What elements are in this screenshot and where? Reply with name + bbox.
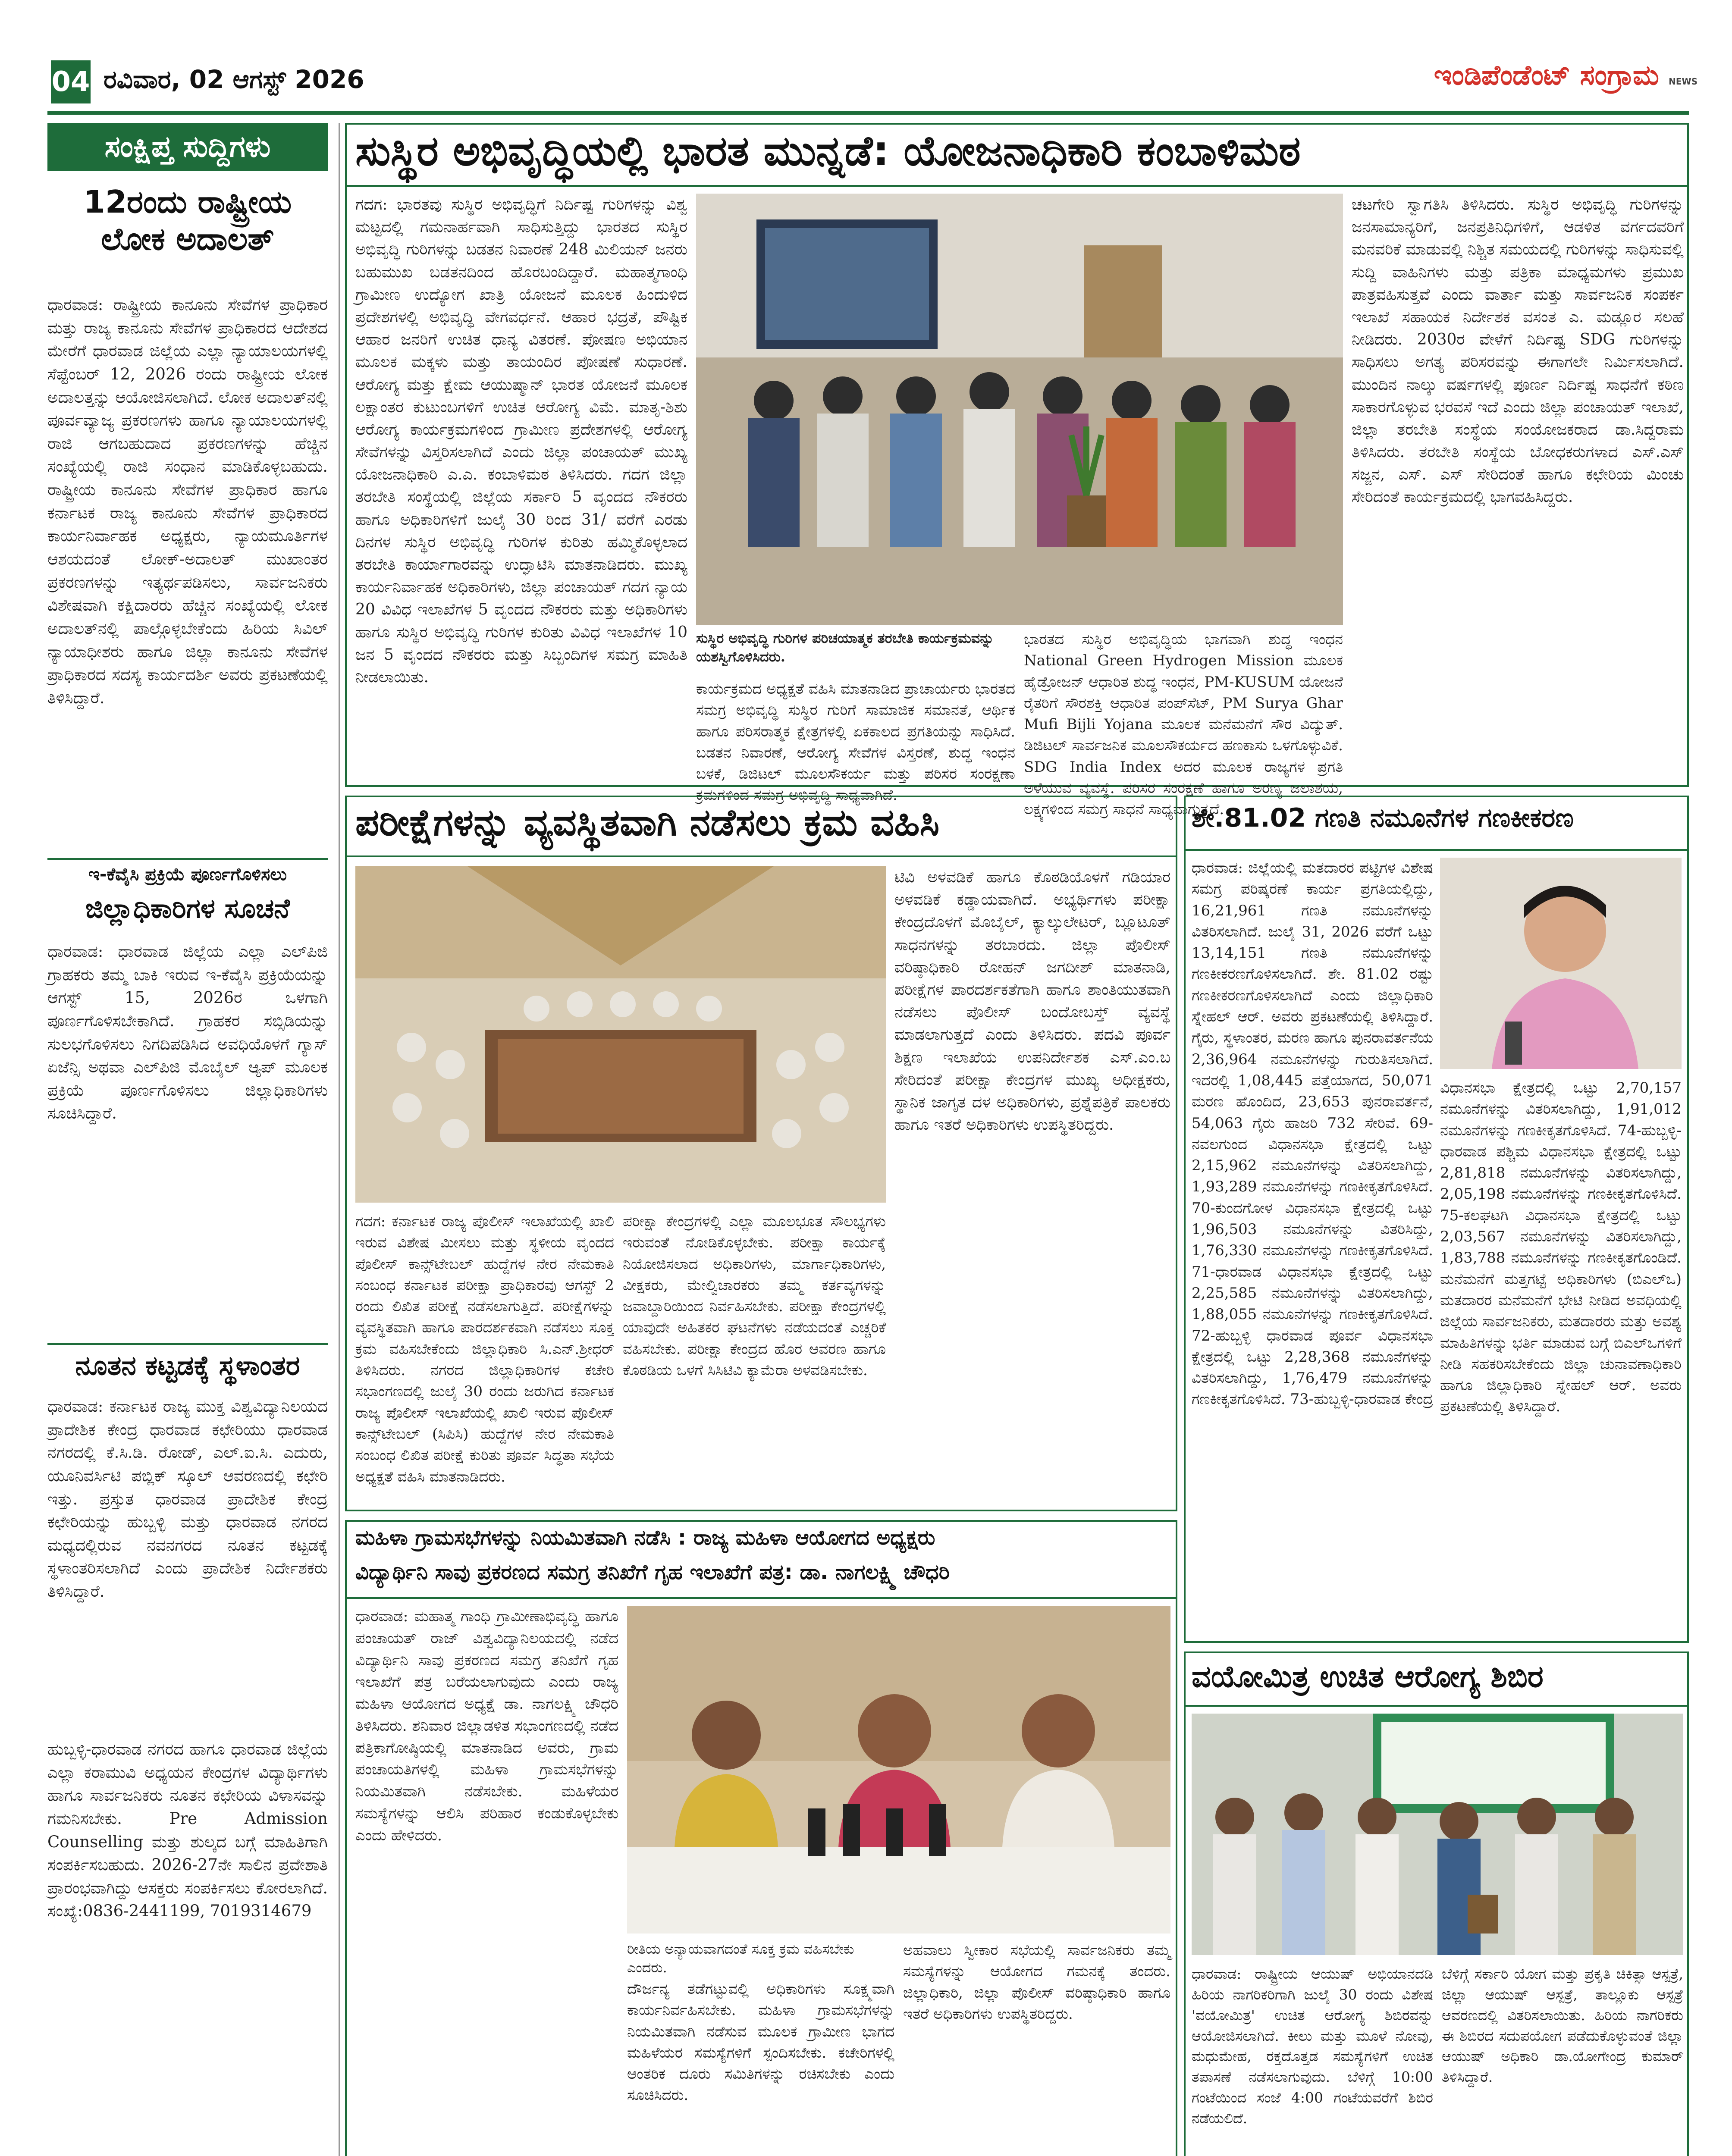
divider <box>1186 849 1687 851</box>
masthead-sub: NEWS <box>1669 76 1697 87</box>
census-col2: ವಿಧಾನಸಭಾ ಕ್ಷೇತ್ರದಲ್ಲಿ ಒಟ್ಟು 2,70,157 ನಮೂನೆಗಳನ್ನು ವಿತರಿಸಲಾಗಿದ್ದು, 1,91,012 ನಮೂನೆಗಳನ್ನು ಗಣಕೀಕೃತಗೊಳಿಸಿದೆ. 74-ಹುಬ್ಬಳ್ಳಿ-ಧಾರವಾಡ ಪಶ್ಚಿಮ ವಿಧಾನಸಭಾ ಕ್ಷೇತ್ರದಲ್ಲಿ ಒಟ್ಟು 2,81,818 ನಮೂನೆಗಳನ್ನು ವಿತರಿಸಲಾಗಿದ್ದು, 2,05,198 ನಮೂನೆಗಳನ್ನು ಗಣಕೀಕೃತಗೊಳಿಸಿದೆ. 75-ಕಲಘಟಗಿ ವಿಧಾನಸಭಾ ಕ್ಷೇತ್ರದಲ್ಲಿ ಒಟ್ಟು 2,03,567 ನಮೂನೆಗಳನ್ನು ವಿತರಿಸಲಾಗಿದ್ದು, 1,83,788 ನಮೂನೆಗಳನ್ನು ಗಣಕೀಕೃತಗೊಂಡಿದೆ. ಮನೆಮನೆಗೆ ಮತ್ತಗಟ್ಟೆ ಅಧಿಕಾರಿಗಳು (ಬಿಎಲ್‌ಒ) ಮತದಾರರ ಮನೆಮನೆಗೆ ಭೇಟಿ ನೀಡಿದ ಅವಧಿಯಲ್ಲಿ ಜಿಲ್ಲೆಯ ಸಾರ್ವಜನಿಕರು, ಮತದಾರರು ಮತ್ತು ಅವಶ್ಯ ಮಾಹಿತಿಗಳನ್ನು ಭರ್ತಿ ಮಾಡುವ ಬಗ್ಗೆ ಬಿಎಲ್‌ಒಗಳಿಗೆ ನೀಡಿ ಸಹಕರಿಸಬೇಕೆಂದು ಜಿಲ್ಲಾ ಚುನಾವಣಾಧಿಕಾರಿ ಹಾಗೂ ಜಿಲ್ಲಾಧಿಕಾರಿ ಸ್ನೇಹಲ್ ಆರ್. ಅವರು ಪ್ರಕಟಣೆಯಲ್ಲಿ ತಿಳಿಸಿದ್ದಾರೆ. <box>1440 1079 1682 1416</box>
lead-headline: ಸುಸ್ಥಿರ ಅಭಿವೃದ್ಧಿಯಲ್ಲಿ ಭಾರತ ಮುನ್ನಡೆ: ಯೋಜನಾಧಿಕಾರಿ ಕಂಬಾಳಿಮಠ <box>355 127 1301 175</box>
item3-body-2: ಹುಬ್ಬಳ್ಳಿ-ಧಾರವಾಡ ನಗರದ ಹಾಗೂ ಧಾರವಾಡ ಜಿಲ್ಲೆಯ ಎಲ್ಲಾ ಕರಾಮುವಿ ಅಧ್ಯಯನ ಕೇಂದ್ರಗಳ ವಿದ್ಯಾರ್ಥಿಗಳು ಹಾಗೂ ಸಾರ್ವಜನಿಕರು ನೂತನ ಕಛೇರಿಯ ವಿಳಾಸವನ್ನು ಗಮನಿಸಬೇಕು. Pre Admission Counselling ಮತ್ತು ಶುಲ್ಕದ ಬಗ್ಗೆ ಮಾಹಿತಿಗಾಗಿ ಸಂಪರ್ಕಿಸಬಹುದು. 2026-27ನೇ ಸಾಲಿನ ಪ್ರವೇಶಾತಿ ಪ್ರಾರಂಭವಾಗಿದ್ದು ಆಸಕ್ತರು ಸಂಪರ್ಕಿಸಲು ಕೋರಲಾಗಿದೆ. ಸಂಖ್ಯೆ:0836-2441199, 7019314679 <box>47 1740 328 1921</box>
exam-col3: ಟಿವಿ ಅಳವಡಿಕೆ ಹಾಗೂ ಕೊಠಡಿಯೊಳಗೆ ಗಡಿಯಾರ ಅಳವಡಿಕೆ ಕಡ್ಡಾಯವಾಗಿದೆ. ಅಭ್ಯರ್ಥಿಗಳು ಪರೀಕ್ಷಾ ಕೇಂದ್ರದೊಳಗೆ ಮೊಬೈಲ್, ಕ್ಯಾಲ್ಕುಲೇಟರ್, ಬ್ಲೂಟೂತ್ ಸಾಧನಗಳನ್ನು ತರಬಾರದು. ಜಿಲ್ಲಾ ಪೊಲೀಸ್ ವರಿಷ್ಠಾಧಿಕಾರಿ ರೋಹನ್ ಜಗದೀಶ್ ಮಾತನಾಡಿ, ಪರೀಕ್ಷೆಗಳ ಪಾರದರ್ಶಕತೆಗಾಗಿ ಹಾಗೂ ಶಾಂತಿಯುತವಾಗಿ ನಡೆಸಲು ಪೊಲೀಸ್ ಬಂದೋಬಸ್ತ್ ವ್ಯವಸ್ಥೆ ಮಾಡಲಾಗುತ್ತದೆ ಎಂದು ತಿಳಿಸಿದರು. ಪದವಿ ಪೂರ್ವ ಶಿಕ್ಷಣ ಇಲಾಖೆಯ ಉಪನಿರ್ದೇಶಕ ಎಸ್.ಎಂ.ಬ ಸೇರಿದಂತೆ ಪರೀಕ್ಷಾ ಕೇಂದ್ರಗಳ ಮುಖ್ಯ ಅಧೀಕ್ಷಕರು, ಸ್ಥಾನಿಕ ಜಾಗೃತ ದಳ ಅಧಿಕಾರಿಗಳು, ಪ್ರಶ್ನೆಪತ್ರಿಕೆ ಪಾಲಕರು ಹಾಗೂ ಇತರೆ ಅಧಿಕಾರಿಗಳು ಉಪಸ್ಥಿತರಿದ್ದರು. <box>894 868 1170 1134</box>
page-number: 04 <box>51 60 91 103</box>
lead-col4: ಚಟಗೇರಿ ಸ್ವಾಗತಿಸಿ ತಿಳಿಸಿದರು. ಸುಸ್ಥಿರ ಅಭಿವೃದ್ಧಿ ಗುರಿಗಳನ್ನು ಜನಸಾಮಾನ್ಯರಿಗೆ, ಜನಪ್ರತಿನಿಧಿಗಳಿಗೆ, ಆಡಳಿತ ವರ್ಗದವರಿಗೆ ಮನವರಿಕೆ ಮಾಡುವಲ್ಲಿ ನಿಶ್ಚಿತ ಸಮಯದಲ್ಲಿ ಗುರಿಗಳನ್ನು ಸಾಧಿಸುವಲ್ಲಿ ಸುದ್ದಿ ವಾಹಿನಿಗಳು ಮತ್ತು ಪತ್ರಿಕಾ ಮಾಧ್ಯಮಗಳು ಪ್ರಮುಖ ಪಾತ್ರವಹಿಸುತ್ತವೆ ಎಂದು ವಾರ್ತಾ ಮತ್ತು ಸಾರ್ವಜನಿಕ ಸಂಪರ್ಕ ಇಲಾಖೆ ಸಹಾಯಕ ನಿರ್ದೇಶಕ ವಸಂತ ಎ. ಮಡ್ಲೂರ ಸಲಹೆ ನೀಡಿದರು. 2030ರ ವೇಳೆಗೆ ನಿರ್ದಿಷ್ಟ SDG ಗುರಿಗಳನ್ನು ಸಾಧಿಸಲು ಅಗತ್ಯ ಪರಿಸರವನ್ನು ಈಗಾಗಲೇ ನಿರ್ಮಿಸಲಾಗಿದೆ. ಮುಂದಿನ ನಾಲ್ಕು ವರ್ಷಗಳಲ್ಲಿ ಪೂರ್ಣ ನಿರ್ದಿಷ್ಟ ಸಾಧನೆಗೆ ಕಠಿಣ ಸಾಕಾರಗೊಳ್ಳುವ ಭರವಸೆ ಇದೆ ಎಂದು ಜಿಲ್ಲಾ ಪಂಚಾಯತ್ ಇಲಾಖೆ, ಜಿಲ್ಲಾ ತರಬೇತಿ ಸಂಸ್ಥೆಯ ಸಂಯೋಜಕರಾದ ಡಾ.ಸಿದ್ದರಾಮ ತಿಳಿಸಿದರು. ತರಬೇತಿ ಸಂಸ್ಥೆಯ ಬೋಧಕರುಗಳಾದ ಎಸ್.ಎಸ್ ಸಜ್ಜನ, ಎಸ್. ಎಸ್ ಸೇರಿದಂತೆ ಹಾಗೂ ಕಛೇರಿಯ ಮಿಂಚು ಸೇರಿದಂತೆ ಕಾರ್ಯಕ್ರಮದಲ್ಲಿ ಭಾಗವಹಿಸಿದ್ದರು. <box>1352 196 1684 506</box>
women-headline-2: ವಿದ್ಯಾರ್ಥಿನಿ ಸಾವು ಪ್ರಕರಣದ ಸಮಗ್ರ ತನಿಖೆಗೆ ಗೃಹ ಇಲಾಖೆಗೆ ಪತ್ರ: ಡಾ. ನಾಗಲಕ್ಷ್ಮಿ ಚೌಧರಿ <box>355 1560 950 1584</box>
census-photo <box>1440 858 1682 1069</box>
sidebar <box>47 123 328 2156</box>
lead-photo-caption: ಸುಸ್ಥಿರ ಅಭಿವೃದ್ಧಿ ಗುರಿಗಳ ಪರಿಚಯಾತ್ಮಕ ತರಬೇತಿ ಕಾರ್ಯಕ್ರಮವನ್ನು ಯಶಸ್ವಿಗೊಳಿಸಿದರು. <box>696 630 994 665</box>
divider <box>47 1343 328 1345</box>
sidebar-banner: ಸಂಕ್ಷಿಪ್ತ ಸುದ್ದಿಗಳು <box>47 123 328 171</box>
women-col3: ಅಹವಾಲು ಸ್ವೀಕಾರ ಸಭೆಯಲ್ಲಿ ಸಾರ್ವಜನಿಕರು ತಮ್ಮ ಸಮಸ್ಯೆಗಳನ್ನು ಆಯೋಗದ ಗಮನಕ್ಕೆ ತಂದರು. ಜಿಲ್ಲಾಧಿಕಾರಿ, ಜಿಲ್ಲಾ ಪೊಲೀಸ್ ವರಿಷ್ಠಾಧಿಕಾರಿ ಹಾಗೂ ಇತರೆ ಅಧಿಕಾರಿಗಳು ಉಪಸ್ಥಿತರಿದ್ದರು. <box>903 1942 1170 2023</box>
lead-col1: ಗದಗ: ಭಾರತವು ಸುಸ್ಥಿರ ಅಭಿವೃದ್ಧಿಗೆ ನಿರ್ದಿಷ್ಟ ಗುರಿಗಳನ್ನು ವಿಶ್ವ ಮಟ್ಟದಲ್ಲಿ ಗಮನಾರ್ಹವಾಗಿ ಸಾಧಿಸುತ್ತಿದ್ದು ಭಾರತದ ಸುಸ್ಥಿರ ಅಭಿವೃದ್ಧಿ ಗುರಿಗಳನ್ನು ಬಡತನ ನಿವಾರಣೆ 248 ಮಿಲಿಯನ್ ಜನರು ಬಹುಮುಖ ಬಡತನದಿಂದ ಹೊರಬಂದಿದ್ದಾರೆ. ಮಹಾತ್ಮಗಾಂಧಿ ಗ್ರಾಮೀಣ ಉದ್ಯೋಗ ಖಾತ್ರಿ ಯೋಜನೆ ಮೂಲಕ ಹಿಂದುಳಿದ ಪ್ರದೇಶಗಳಲ್ಲಿ ಅಭಿವೃದ್ಧಿ ವೇಗವರ್ಧನೆ. ಆಹಾರ ಭದ್ರತೆ, ಪೌಷ್ಟಿಕ ಆಹಾರ ಜನರಿಗೆ ಉಚಿತ ಧಾನ್ಯ ವಿತರಣೆ. ಪೋಷಣ ಅಭಿಯಾನ ಮೂಲಕ ಮಕ್ಕಳು ಮತ್ತು ತಾಯಂದಿರ ಪೋಷಣೆ ಸುಧಾರಣೆ. ಆರೋಗ್ಯ ಮತ್ತು ಕ್ಷೇಮ ಆಯುಷ್ಮಾನ್ ಭಾರತ ಯೋಜನೆ ಮೂಲಕ ಲಕ್ಷಾಂತರ ಕುಟುಂಬಗಳಿಗೆ ಉಚಿತ ಆರೋಗ್ಯ ವಿಮೆ. ಮಾತೃ-ಶಿಶು ಆರೋಗ್ಯ ಕಾರ್ಯಕ್ರಮಗಳಿಂದ ಗ್ರಾಮೀಣ ಪ್ರದೇಶಗಳಲ್ಲಿ ಆರೋಗ್ಯ ಸೇವೆಗಳನ್ನು ವಿಸ್ತರಿಸಲಾಗಿದೆ ಎಂದು ಜಿಲ್ಲಾ ಪಂಚಾಯತ್ ಮುಖ್ಯ ಯೋಜನಾಧಿಕಾರಿ ಎ.ಎ. ಕಂಬಾಳಿಮಠ ತಿಳಿಸಿದರು. ಗದಗ ಜಿಲ್ಲಾ ತರಬೇತಿ ಸಂಸ್ಥೆಯಲ್ಲಿ ಜಿಲ್ಲೆಯ ಸರ್ಕಾರಿ 5 ವೃಂದದ ನೌಕರರು ಹಾಗೂ ಅಧಿಕಾರಿಗಳಿಗೆ ಜುಲೈ 30 ರಿಂದ 31/ ವರೆಗೆ ಎರಡು ದಿನಗಳ ಸುಸ್ಥಿರ ಅಭಿವೃದ್ಧಿ ಗುರಿಗಳ ಕುರಿತು ಹಮ್ಮಿಕೊಳ್ಳಲಾದ ತರಬೇತಿ ಕಾರ್ಯಾಗಾರವನ್ನು ಉದ್ಘಾಟಿಸಿ ಮಾತನಾಡಿದರು. ಮುಖ್ಯ ಕಾರ್ಯನಿರ್ವಾಹಕ ಅಧಿಕಾರಿಗಳು, ಜಿಲ್ಲಾ ಪಂಚಾಯತ್ ಗದಗ ನ್ಯಾಯ 20 ವಿವಿಧ ಇಲಾಖೆಗಳ 5 ವೃಂದದ ನೌಕರರು ಮತ್ತು ಅಧಿಕಾರಿಗಳು ಹಾಗೂ ಸುಸ್ಥಿರ ಅಭಿವೃದ್ಧಿ ಗುರಿಗಳ ಕುರಿತು ವಿವಿಧ ಇಲಾಖೆಗಳ 10 ಜನ 5 ವೃಂದದ ನೌಕರರು ಮತ್ತು ಸಿಬ್ಬಂದಿಗಳ ಸಮಗ್ರ ಮಾಹಿತಿ ನೀಡಲಾಯಿತು. <box>355 196 687 686</box>
health-col1: ಧಾರವಾಡ: ರಾಷ್ಟ್ರೀಯ ಆಯುಷ್ ಅಭಿಯಾನದಡಿ ಹಿರಿಯ ನಾಗರಿಕರಿಗಾಗಿ ಜುಲೈ 30 ರಂದು ವಿಶೇಷ 'ವಯೋಮಿತ್ರ' ಉಚಿತ ಆರೋಗ್ಯ ಶಿಬಿರವನ್ನು ಆಯೋಜಿಸಲಾಗಿದೆ. ಕೀಲು ಮತ್ತು ಮೂಳೆ ನೋವು, ಮಧುಮೇಹ, ರಕ್ತದೊತ್ತಡ ಸಮಸ್ಯೆಗಳಿಗೆ ಉಚಿತ ತಪಾಸಣೆ ನಡೆಸಲಾಗುವುದು. ಬೆಳಿಗ್ಗೆ 10:00 ಗಂಟೆಯಿಂದ ಸಂಜೆ 4:00 ಗಂಟೆಯವರೆಗೆ ಶಿಬಿರ ನಡೆಯಲಿದೆ. <box>1192 1965 1433 2127</box>
lead-photo <box>696 194 1343 625</box>
health-col2: ಬೆಳಿಗ್ಗೆ ಸರ್ಕಾರಿ ಯೋಗ ಮತ್ತು ಪ್ರಕೃತಿ ಚಿಕಿತ್ಸಾ ಆಸ್ಪತ್ರೆ, ಜಿಲ್ಲಾ ಆಯುಷ್ ಆಸ್ಪತ್ರೆ, ತಾಲ್ಲೂಕು ಆಸ್ಪತ್ರೆ ಆವರಣದಲ್ಲಿ ವಿತರಿಸಲಾಯಿತು. ಹಿರಿಯ ನಾಗರಿಕರು ಈ ಶಿಬಿರದ ಸದುಪಯೋಗ ಪಡೆದುಕೊಳ್ಳುವಂತೆ ಜಿಲ್ಲಾ ಆಯುಷ್ ಅಧಿಕಾರಿ ಡಾ.ಯೋಗೇಂದ್ರ ಕುಮಾರ್ ತಿಳಿಸಿದ್ದಾರೆ. <box>1442 1965 1683 2086</box>
women-photo-caption: ರೀತಿಯ ಅನ್ಯಾಯವಾಗದಂತೆ ಸೂಕ್ತ ಕ್ರಮ ವಹಿಸಬೇಕು ಎಂದರು. <box>627 1941 854 1976</box>
divider <box>347 185 1687 187</box>
census-photo-image <box>1440 858 1682 1069</box>
women-col2: ದೌರ್ಜನ್ಯ ತಡೆಗಟ್ಟುವಲ್ಲಿ ಅಧಿಕಾರಿಗಳು ಸೂಕ್ಷ್ಮವಾಗಿ ಕಾರ್ಯನಿರ್ವಹಿಸಬೇಕು. ಮಹಿಳಾ ಗ್ರಾಮಸಭೆಗಳನ್ನು ನಿಯಮಿತವಾಗಿ ನಡೆಸುವ ಮೂಲಕ ಗ್ರಾಮೀಣ ಭಾಗದ ಮಹಿಳೆಯರ ಸಮಸ್ಯೆಗಳಿಗೆ ಸ್ಪಂದಿಸಬೇಕು. ಕಚೇರಿಗಳಲ್ಲಿ ಆಂತರಿಕ ದೂರು ಸಮಿತಿಗಳನ್ನು ರಚಿಸಬೇಕು ಎಂದು ಸೂಚಿಸಿದರು. <box>627 1981 894 2104</box>
health-photo <box>1192 1714 1683 1955</box>
census-story <box>1184 796 1689 1643</box>
exam-photo-image <box>355 866 886 1203</box>
masthead-logo <box>1434 60 1697 91</box>
item1-body: ಧಾರವಾಡ: ರಾಷ್ಟ್ರೀಯ ಕಾನೂನು ಸೇವೆಗಳ ಪ್ರಾಧಿಕಾರ ಮತ್ತು ರಾಜ್ಯ ಕಾನೂನು ಸೇವೆಗಳ ಪ್ರಾಧಿಕಾರದ ಆದೇಶದ ಮೇರೆಗೆ ಧಾರವಾಡ ಜಿಲ್ಲೆಯ ಎಲ್ಲಾ ನ್ಯಾಯಾಲಯಗಳಲ್ಲಿ ಸೆಪ್ಟೆಂಬರ್ 12, 2026 ರಂದು ರಾಷ್ಟ್ರೀಯ ಲೋಕ ಅದಾಲತ್ತನ್ನು ಆಯೋಜಿಸಲಾಗಿದೆ. ಲೋಕ ಅದಾಲತ್‌ನಲ್ಲಿ ಪೂರ್ವವ್ಯಾಜ್ಯ ಪ್ರಕರಣಗಳು ಹಾಗೂ ನ್ಯಾಯಾಲಯಗಳಲ್ಲಿ ರಾಜಿ ಆಗಬಹುದಾದ ಪ್ರಕರಣಗಳನ್ನು ಹೆಚ್ಚಿನ ಸಂಖ್ಯೆಯಲ್ಲಿ ರಾಜಿ ಸಂಧಾನ ಮಾಡಿಕೊಳ್ಳಬಹುದು. ರಾಷ್ಟ್ರೀಯ ಕಾನೂನು ಸೇವೆಗಳ ಪ್ರಾಧಿಕಾರ ಹಾಗೂ ಕರ್ನಾಟಕ ರಾಜ್ಯ ಕಾನೂನು ಸೇವೆಗಳ ಪ್ರಾಧಿಕಾರದ ಕಾರ್ಯನಿರ್ವಾಹಕ ಅಧ್ಯಕ್ಷರು, ನ್ಯಾಯಮೂರ್ತಿಗಳ ಆಶಯದಂತೆ ಲೋಕ್-ಅದಾಲತ್ ಮುಖಾಂತರ ಪ್ರಕರಣಗಳನ್ನು ಇತ್ಯರ್ಥಪಡಿಸಲು, ಸಾರ್ವಜನಿಕರು ವಿಶೇಷವಾಗಿ ಕಕ್ಷಿದಾರರು ಹೆಚ್ಚಿನ ಸಂಖ್ಯೆಯಲ್ಲಿ ಲೋಕ ಅದಾಲತ್‌ನಲ್ಲಿ ಪಾಲ್ಗೊಳ್ಳಬೇಕೆಂದು ಹಿರಿಯ ಸಿವಿಲ್ ನ್ಯಾಯಾಧೀಶರು ಹಾಗೂ ಜಿಲ್ಲಾ ಕಾನೂನು ಸೇವೆಗಳ ಪ್ರಾಧಿಕಾರದ ಸದಸ್ಯ ಕಾರ್ಯದರ್ಶಿ ಅವರು ಪ್ರಕಟಣೆಯಲ್ಲಿ ತಿಳಿಸಿದ್ದಾರೆ. <box>47 295 328 707</box>
exam-col2: ಪರೀಕ್ಷಾ ಕೇಂದ್ರಗಳಲ್ಲಿ ಎಲ್ಲಾ ಮೂಲಭೂತ ಸೌಲಭ್ಯಗಳು ಇರುವಂತೆ ನೋಡಿಕೊಳ್ಳಬೇಕು. ಪರೀಕ್ಷಾ ಕಾರ್ಯಕ್ಕೆ ನಿಯೋಜಿಸಲಾದ ಅಧಿಕಾರಿಗಳು, ಮಾರ್ಗಾಧಿಕಾರಿಗಳು, ವೀಕ್ಷಕರು, ಮೇಲ್ವಿಚಾರಕರು ತಮ್ಮ ಕರ್ತವ್ಯಗಳನ್ನು ಜವಾಬ್ದಾರಿಯಿಂದ ನಿರ್ವಹಿಸಬೇಕು. ಪರೀಕ್ಷಾ ಕೇಂದ್ರಗಳಲ್ಲಿ ಯಾವುದೇ ಅಹಿತಕರ ಘಟನೆಗಳು ನಡೆಯದಂತೆ ಎಚ್ಚರಿಕೆ ವಹಿಸಬೇಕು. ಪರೀಕ್ಷಾ ಕೇಂದ್ರದ ಹೊರ ಆವರಣ ಹಾಗೂ ಕೊಠಡಿಯ ಒಳಗೆ ಸಿಸಿಟಿವಿ ಕ್ಯಾಮೆರಾ ಅಳವಡಿಸಬೇಕು. <box>623 1213 886 1379</box>
column-divider <box>339 123 340 2156</box>
census-headline: ಶೇ.81.02 ಗಣತಿ ನಮೂನೆಗಳ ಗಣಕೀಕರಣ <box>1192 803 1574 833</box>
census-col1: ಧಾರವಾಡ: ಜಿಲ್ಲೆಯಲ್ಲಿ ಮತದಾರರ ಪಟ್ಟಿಗಳ ವಿಶೇಷ ಸಮಗ್ರ ಪರಿಷ್ಕರಣೆ ಕಾರ್ಯ ಪ್ರಗತಿಯಲ್ಲಿದ್ದು, 16,21,961 ಗಣತಿ ನಮೂನೆಗಳನ್ನು ವಿತರಿಸಲಾಗಿದೆ. ಜುಲೈ 31, 2026 ವರೆಗೆ ಒಟ್ಟು 13,14,151 ಗಣತಿ ನಮೂನೆಗಳನ್ನು ಗಣಕೀಕರಣಗೊಳಿಸಲಾಗಿದೆ. ಶೇ. 81.02 ರಷ್ಟು ಗಣಕೀಕರಣಗೊಳಿಸಲಾಗಿದೆ ಎಂದು ಜಿಲ್ಲಾಧಿಕಾರಿ ಸ್ನೇಹಲ್ ಆರ್. ಅವರು ಪ್ರಕಟಣೆಯಲ್ಲಿ ತಿಳಿಸಿದ್ದಾರೆ. ಗೈರು, ಸ್ಥಳಾಂತರ, ಮರಣ ಹಾಗೂ ಪುನರಾವರ್ತನೆಯ 2,36,964 ನಮೂನೆಗಳನ್ನು ಗುರುತಿಸಲಾಗಿದೆ. ಇದರಲ್ಲಿ 1,08,445 ಪತ್ತೆಯಾಗದ, 50,071 ಮರಣ ಹೊಂದಿದ, 23,653 ಪುನರಾವರ್ತನೆ, 54,063 ಗೈರು ಹಾಜರಿ 732 ಸೇರಿವೆ. 69-ನವಲಗುಂದ ವಿಧಾನಸಭಾ ಕ್ಷೇತ್ರದಲ್ಲಿ ಒಟ್ಟು 2,15,962 ನಮೂನೆಗಳನ್ನು ವಿತರಿಸಲಾಗಿದ್ದು, 1,93,289 ನಮೂನೆಗಳನ್ನು ಗಣಕೀಕೃತಗೊಳಿಸಿದೆ. 70-ಕುಂದಗೋಳ ವಿಧಾನಸಭಾ ಕ್ಷೇತ್ರದಲ್ಲಿ ಒಟ್ಟು 1,96,503 ನಮೂನೆಗಳನ್ನು ವಿತರಿಸಿದ್ದು, 1,76,330 ನಮೂನೆಗಳನ್ನು ಗಣಕೀಕೃತಗೊಳಿಸಿದೆ. 71-ಧಾರವಾಡ ವಿಧಾನಸಭಾ ಕ್ಷೇತ್ರದಲ್ಲಿ ಒಟ್ಟು 2,25,585 ನಮೂನೆಗಳನ್ನು ವಿತರಿಸಲಾಗಿದ್ದು, 1,88,055 ನಮೂನೆಗಳನ್ನು ಗಣಕೀಕೃತಗೊಳಿಸಿದೆ. 72-ಹುಬ್ಬಳ್ಳಿ ಧಾರವಾಡ ಪೂರ್ವ ವಿಧಾನಸಭಾ ಕ್ಷೇತ್ರದಲ್ಲಿ ಒಟ್ಟು 2,28,368 ನಮೂನೆಗಳನ್ನು ವಿತರಿಸಲಾಗಿದ್ದು, 1,76,479 ನಮೂನೆಗಳನ್ನು ಗಣಕೀಕೃತಗೊಳಿಸಿದೆ. 73-ಹುಬ್ಬಳ್ಳಿ-ಧಾರವಾಡ ಕೇಂದ್ರ <box>1192 859 1433 1408</box>
health-photo-image <box>1192 1714 1683 1955</box>
women-col1: ಧಾರವಾಡ: ಮಹಾತ್ಮ ಗಾಂಧಿ ಗ್ರಾಮೀಣಾಭಿವೃದ್ಧಿ ಹಾಗೂ ಪಂಚಾಯತ್ ರಾಜ್ ವಿಶ್ವವಿದ್ಯಾನಿಲಯದಲ್ಲಿ ನಡೆದ ವಿದ್ಯಾರ್ಥಿನಿ ಸಾವು ಪ್ರಕರಣದ ಸಮಗ್ರ ತನಿಖೆಗೆ ಗೃಹ ಇಲಾಖೆಗೆ ಪತ್ರ ಬರೆಯಲಾಗುವುದು ಎಂದು ರಾಜ್ಯ ಮಹಿಳಾ ಆಯೋಗದ ಅಧ್ಯಕ್ಷೆ ಡಾ. ನಾಗಲಕ್ಷ್ಮಿ ಚೌಧರಿ ತಿಳಿಸಿದರು. ಶನಿವಾರ ಜಿಲ್ಲಾಡಳಿತ ಸಭಾಂಗಣದಲ್ಲಿ ನಡೆದ ಪತ್ರಿಕಾಗೋಷ್ಠಿಯಲ್ಲಿ ಮಾತನಾಡಿದ ಅವರು, ಗ್ರಾಮ ಪಂಚಾಯತಿಗಳಲ್ಲಿ ಮಹಿಳಾ ಗ್ರಾಮಸಭೆಗಳನ್ನು ನಿಯಮಿತವಾಗಿ ನಡೆಸಬೇಕು. ಮಹಿಳೆಯರ ಸಮಸ್ಯೆಗಳನ್ನು ಆಲಿಸಿ ಪರಿಹಾರ ಕಂಡುಕೊಳ್ಳಬೇಕು ಎಂದು ಹೇಳಿದರು. <box>355 1608 618 1844</box>
item2-body: ಧಾರವಾಡ: ಧಾರವಾಡ ಜಿಲ್ಲೆಯ ಎಲ್ಲಾ ಎಲ್‌ಪಿಜಿ ಗ್ರಾಹಕರು ತಮ್ಮ ಬಾಕಿ ಇರುವ ಇ-ಕೆವೈಸಿ ಪ್ರಕ್ರಿಯೆಯನ್ನು ಆಗಸ್ಟ್ 15, 2026ರ ಒಳಗಾಗಿ ಪೂರ್ಣಗೊಳಿಸಬೇಕಾಗಿದೆ. ಗ್ರಾಹಕರ ಸಬ್ಸಿಡಿಯನ್ನು ಸುಲಭಗೊಳಿಸಲು ನಿಗದಿಪಡಿಸಿದ ಅವಧಿಯೊಳಗೆ ಗ್ಯಾಸ್ ಏಜೆನ್ಸಿ ಅಥವಾ ಎಲ್‌ಪಿಜಿ ಮೊಬೈಲ್ ಆ್ಯಪ್ ಮೂಲಕ ಪ್ರಕ್ರಿಯೆ ಪೂರ್ಣಗೊಳಿಸಲು ಜಿಲ್ಲಾಧಿಕಾರಿಗಳು ಸೂಚಿಸಿದ್ದಾರೆ. <box>47 942 328 1123</box>
lead-col2: ಕಾರ್ಯಕ್ರಮದ ಅಧ್ಯಕ್ಷತೆ ವಹಿಸಿ ಮಾತನಾಡಿದ ಪ್ರಾಚಾರ್ಯರು ಭಾರತದ ಸಮಗ್ರ ಅಭಿವೃದ್ಧಿ ಸುಸ್ಥಿರ ಗುರಿಗೆ ಸಾಮಾಜಿಕ ಸಮಾನತೆ, ಆರ್ಥಿಕ ಹಾಗೂ ಪರಿಸರಾತ್ಮಕ ಕ್ಷೇತ್ರಗಳಲ್ಲಿ ಏಕಕಾಲದ ಪ್ರಗತಿಯನ್ನು ಸಾಧಿಸಿದೆ. ಬಡತನ ನಿವಾರಣೆ, ಆರೋಗ್ಯ ಸೇವೆಗಳ ವಿಸ್ತರಣೆ, ಶುದ್ಧ ಇಂಧನ ಬಳಕೆ, ಡಿಜಿಟಲ್ ಮೂಲಸೌಕರ್ಯ ಮತ್ತು ಪರಿಸರ ಸಂರಕ್ಷಣಾ ಕ್ರಮಗಳಿಂದ ಸಮಗ್ರ ಅಭಿವೃದ್ಧಿ ಸಾಧ್ಯವಾಗಿದೆ. <box>696 680 1015 804</box>
divider <box>347 1597 1176 1599</box>
exam-story <box>345 796 1177 1511</box>
women-headline-1: ಮಹಿಳಾ ಗ್ರಾಮಸಭೆಗಳನ್ನು ನಿಯಮಿತವಾಗಿ ನಡೆಸಿ : ರಾಜ್ಯ ಮಹಿಳಾ ಆಯೋಗದ ಅಧ್ಯಕ್ಷರು <box>355 1526 935 1550</box>
health-headline: ವಯೋಮಿತ್ರ ಉಚಿತ ಆರೋಗ್ಯ ಶಿಬಿರ <box>1192 1659 1544 1694</box>
item1-title: 12ರಂದು ರಾಷ್ಟ್ರೀಯ ಲೋಕ ಅದಾಲತ್ <box>83 184 292 257</box>
lead-col3: ಭಾರತದ ಸುಸ್ಥಿರ ಅಭಿವೃದ್ಧಿಯ ಭಾಗವಾಗಿ ಶುದ್ಧ ಇಂಧನ National Green Hydrogen Mission ಮೂಲಕ ಹೈಡ್ರೋಜನ್ ಆಧಾರಿತ ಶುದ್ಧ ಇಂಧನ, PM-KUSUM ಯೋಜನೆ ರೈತರಿಗೆ ಸೌರಶಕ್ತಿ ಆಧಾರಿತ ಪಂಪ್‌ಸೆಟ್, PM Surya Ghar Mufi Bijli Yojana ಮೂಲಕ ಮನೆಮನೆಗೆ ಸೌರ ವಿದ್ಯುತ್. ಡಿಜಿಟಲ್ ಸಾರ್ವಜನಿಕ ಮೂಲಸೌಕರ್ಯದ ಹಣಕಾಸು ಒಳಗೊಳ್ಳುವಿಕೆ. SDG India Index ಅದರ ಮೂಲಕ ರಾಜ್ಯಗಳ ಪ್ರಗತಿ ಅಳೆಯುವ ವ್ಯವಸ್ಥೆ. ಪರಿಸರ ಸಂರಕ್ಷಣೆ ಹಾಗೂ ಅರಣ್ಯ ಜಲಾಶಯ, ಲಕ್ಷ್ಯಗಳಿಂದ ಸಮಗ್ರ ಸಾಧನೆ ಸಾಧ್ಯವಾಗುತ್ತದೆ. <box>1024 631 1343 818</box>
exam-headline: ಪರೀಕ್ಷೆಗಳನ್ನು ವ್ಯವಸ್ಥಿತವಾಗಿ ನಡೆಸಲು ಕ್ರಮ ವಹಿಸಿ <box>355 801 940 844</box>
item3-body: ಧಾರವಾಡ: ಕರ್ನಾಟಕ ರಾಜ್ಯ ಮುಕ್ತ ವಿಶ್ವವಿದ್ಯಾನಿಲಯದ ಪ್ರಾದೇಶಿಕ ಕೇಂದ್ರ ಧಾರವಾಡ ಕಛೇರಿಯು ಧಾರವಾಡ ನಗರದಲ್ಲಿ ಕೆ.ಸಿ.ಡಿ. ರೋಡ್, ಎಲ್.ಐ.ಸಿ. ಎದುರು, ಯೂನಿವರ್ಸಿಟಿ ಪಬ್ಲಿಕ್ ಸ್ಕೂಲ್ ಆವರಣದಲ್ಲಿ ಕಛೇರಿ ಇತ್ತು. ಪ್ರಸ್ತುತ ಧಾರವಾಡ ಪ್ರಾದೇಶಿಕ ಕೇಂದ್ರ ಕಛೇರಿಯನ್ನು ಹುಬ್ಬಳ್ಳಿ ಮತ್ತು ಧಾರವಾಡ ನಗರದ ಮಧ್ಯದಲ್ಲಿರುವ ನವನಗರದ ನೂತನ ಕಟ್ಟಡಕ್ಕೆ ಸ್ಥಳಾಂತರಿಸಲಾಗಿದೆ ಎಂದು ಪ್ರಾದೇಶಿಕ ನಿರ್ದೇಶಕರು ತಿಳಿಸಿದ್ದಾರೆ. <box>47 1397 328 1601</box>
masthead-title: ಇಂಡಿಪೆಂಡೆಂಟ್ ಸಂಗ್ರಾಮ <box>1434 60 1659 91</box>
divider <box>47 858 328 860</box>
exam-photo <box>355 866 886 1203</box>
header-rule <box>47 111 1689 115</box>
item3-title: ನೂತನ ಕಟ್ಟಡಕ್ಕೆ ಸ್ಥಳಾಂತರ <box>75 1350 300 1381</box>
divider <box>1186 1705 1687 1707</box>
lead-photo-image <box>696 194 1343 625</box>
item2-title: ಜಿಲ್ಲಾಧಿಕಾರಿಗಳ ಸೂಚನೆ <box>85 893 290 924</box>
women-story <box>345 1520 1177 2156</box>
health-story <box>1184 1651 1689 2156</box>
item2-kicker: ಇ-ಕೆವೈಸಿ ಪ್ರಕ್ರಿಯೆ ಪೂರ್ಣಗೊಳಿಸಲು <box>88 865 287 884</box>
women-photo-image <box>627 1606 1170 1934</box>
women-photo <box>627 1606 1170 1934</box>
dateline: ರವಿವಾರ, 02 ಆಗಸ್ಟ್ 2026 <box>104 65 364 94</box>
exam-col1: ಗದಗ: ಕರ್ನಾಟಕ ರಾಜ್ಯ ಪೊಲೀಸ್ ಇಲಾಖೆಯಲ್ಲಿ ಖಾಲಿ ಇರುವ ವಿಶೇಷ ಮೀಸಲು ಮತ್ತು ಸ್ಥಳೀಯ ವೃಂದದ ಪೊಲೀಸ್ ಕಾನ್ಸ್‌ಟೇಬಲ್ ಹುದ್ದೆಗಳ ನೇರ ನೇಮಕಾತಿ ಸಂಬಂಧ ಕರ್ನಾಟಕ ಪರೀಕ್ಷಾ ಪ್ರಾಧಿಕಾರವು ಆಗಸ್ಟ್ 2 ರಂದು ಲಿಖಿತ ಪರೀಕ್ಷೆ ನಡೆಸಲಾಗುತ್ತಿದೆ. ಪರೀಕ್ಷೆಗಳನ್ನು ವ್ಯವಸ್ಥಿತವಾಗಿ ಹಾಗೂ ಪಾರದರ್ಶಕವಾಗಿ ನಡೆಸಲು ಸೂಕ್ತ ಕ್ರಮ ವಹಿಸಬೇಕೆಂದು ಜಿಲ್ಲಾಧಿಕಾರಿ ಸಿ.ಎನ್.ಶ್ರೀಧರ್ ತಿಳಿಸಿದರು. ನಗರದ ಜಿಲ್ಲಾಧಿಕಾರಿಗಳ ಕಚೇರಿ ಸಭಾಂಗಣದಲ್ಲಿ ಜುಲೈ 30 ರಂದು ಜರುಗಿದ ಕರ್ನಾಟಕ ರಾಜ್ಯ ಪೊಲೀಸ್ ಇಲಾಖೆಯಲ್ಲಿ ಖಾಲಿ ಇರುವ ಪೊಲೀಸ್ ಕಾನ್ಸ್‌ಟೇಬಲ್ (ಸಿಪಿಸಿ) ಹುದ್ದೆಗಳ ನೇರ ನೇಮಕಾತಿ ಸಂಬಂಧ ಲಿಖಿತ ಪರೀಕ್ಷೆ ಕುರಿತು ಪೂರ್ವ ಸಿದ್ಧತಾ ಸಭೆಯ ಅಧ್ಯಕ್ಷತೆ ವಹಿಸಿ ಮಾತನಾಡಿದರು. <box>355 1213 614 1485</box>
divider <box>347 856 1176 857</box>
